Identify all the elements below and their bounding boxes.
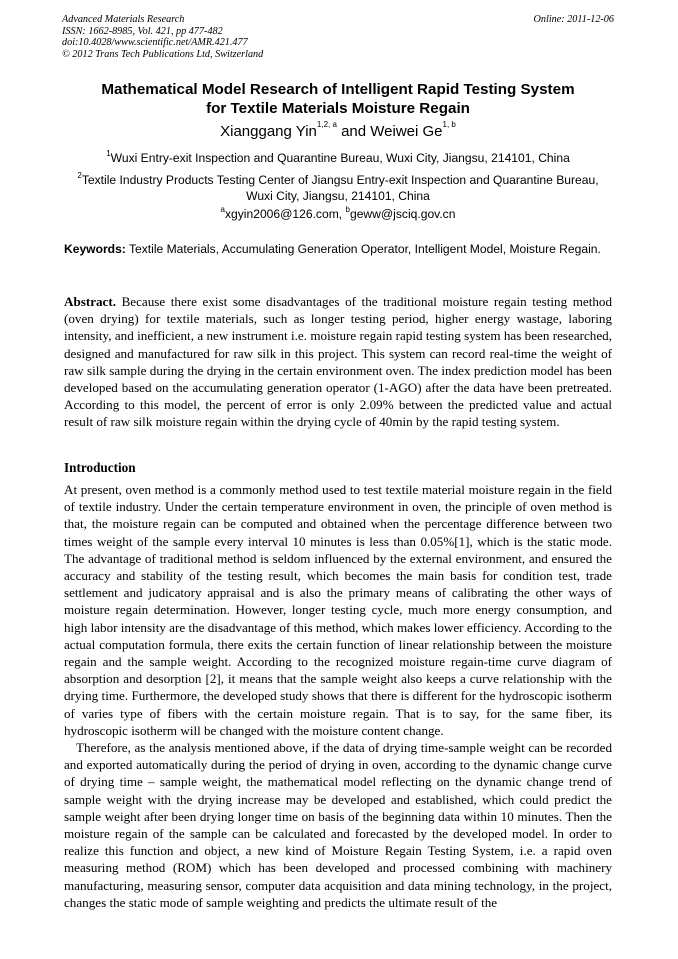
email-b-marker: b [345,205,350,214]
title-line-1: Mathematical Model Research of Intelligent Rapid Testing System [101,81,575,98]
email-a-marker: a [220,205,225,214]
email-b: geww@jsciq.gov.cn [349,207,456,221]
abstract-text: Because there exist some disadvantages of the traditional moisture regain testing method (oven drying) for textile materials, such as longer testing period, higher energy wastage, laboring intensity, and inefficient, a new instrument i.e. moisture regain rapid testing system has been researched, designed and manufactured for raw silk in this project. This system can record real-time the weight of raw silk sample during the drying in the certain environment oven. The index prediction model has been developed based on the accumulating generation operator (1-AGO) after the data have been pretreated. According to this model, the percent of error is only 2.09% between the predicted value and actual result of raw silk moisture regain within the drying cycle of 40min by the rapid testing system. [64,294,612,430]
author-1-affiliation-marker: 1,2, a [316,120,337,129]
affiliation-1 [62,151,614,167]
author-conjunction: and [336,123,371,140]
journal-header [62,14,614,60]
introduction-paragraph-1: At present, oven method is a commonly method used to test textile material moisture regain in the field of textile industry. Under the certain temperature environment in oven, the principle of oven method is that, the moisture regain can be computed and obtained when the percentage difference between two times weight of the sample every interval 10 minutes is less than 0.05%[1], which is the static mode. The advantage of traditional method is seldom influenced by the external environment, and ensured the accuracy and stability of the testing result, which becomes the main basis for condition test, trade settlement and judicatory appraisal and is also the primary means of calibrating the other ways of moisture regain determination. However, longer testing cycle, much more energy consumption, and high labor intensity are the disadvantage of this method, which makes lower efficiency. According to the actual computation formula, there exits the certain function of linear relationship between the moisture regain and the sample weight. According to the recognized moisture regain-time curve diagram of absorption and desorption [2], it means that the sample weight also keeps a curve relationship with the drying time. Furthermore, the developed study shows that there is different for the hydroscopic isotherm of varies type of fibers with the certain moisture regain. That is to say, for the same fiber, its hydroscopic isotherm will be changed with the moisture content change. [64,482,612,738]
keywords [64,242,612,258]
journal-name: Advanced Materials Research [62,14,185,25]
affiliation-2-text-line-2: Wuxi City, Jiangsu, 214101, China [246,188,430,203]
abstract [64,293,612,431]
abstract-label: Abstract. [64,294,116,309]
affiliation-2 [62,173,614,204]
copyright-line: © 2012 Trans Tech Publications Ltd, Switzerland [62,48,264,60]
author-list [62,122,614,142]
keywords-label: Keywords: [64,242,126,256]
affiliation-2-marker: 2 [77,171,82,180]
introduction-body [64,481,612,911]
title-line-2: for Textile Materials Moisture Regain [206,100,470,117]
affiliation-2-text: Textile Industry Products Testing Center of Jiangsu Entry-exit Inspection and Quarantine Bureau, [81,173,599,187]
affiliation-1-marker: 1 [106,149,111,158]
author-2-name: Weiwei Ge [370,123,443,140]
issn-line: ISSN: 1662-8985, Vol. 421, pp 477-482 [62,25,223,37]
author-1-name: Xianggang Yin [220,123,317,140]
introduction-paragraph-2: Therefore, as the analysis mentioned above, if the data of drying time-sample weight can be recorded and exported automatically during the period of drying in oven, according to the dynamic change curve of drying time – sample weight, the mathematical model reflecting on the dynamic change trend of sample weight with the drying increase may be developed and established, which could predict the sample weight after been drying longer time on basis of the beginning data within 10 minutes. Then the moisture regain of the sample can be calculated and forecasted by the developed model. In order to realize this function and object, a new kind of Moisture Regain Testing System, i.e. a rapid oven measuring method (ROM) which has been developed and processed combining with machinery manufacturing, measuring sensor, computer data acquisition and data mining technology, in the project, changes the static mode of sample weighting and predicts the ultimate result of the [64,740,612,910]
paper-title [62,80,614,118]
section-heading-introduction: Introduction [64,460,136,475]
doi-line: doi:10.4028/www.scientific.net/AMR.421.477 [62,37,248,48]
author-2-affiliation-marker: 1, b [442,120,456,129]
author-emails [62,207,614,223]
keywords-text: Textile Materials, Accumulating Generation Operator, Intelligent Model, Moisture Regain. [125,242,601,256]
affiliation-1-text: Wuxi Entry-exit Inspection and Quarantine Bureau, Wuxi City, Jiangsu, 214101, China [110,151,570,165]
online-date: Online: 2011-12-06 [533,14,614,25]
email-a: xgyin2006@126.com, [224,207,346,221]
